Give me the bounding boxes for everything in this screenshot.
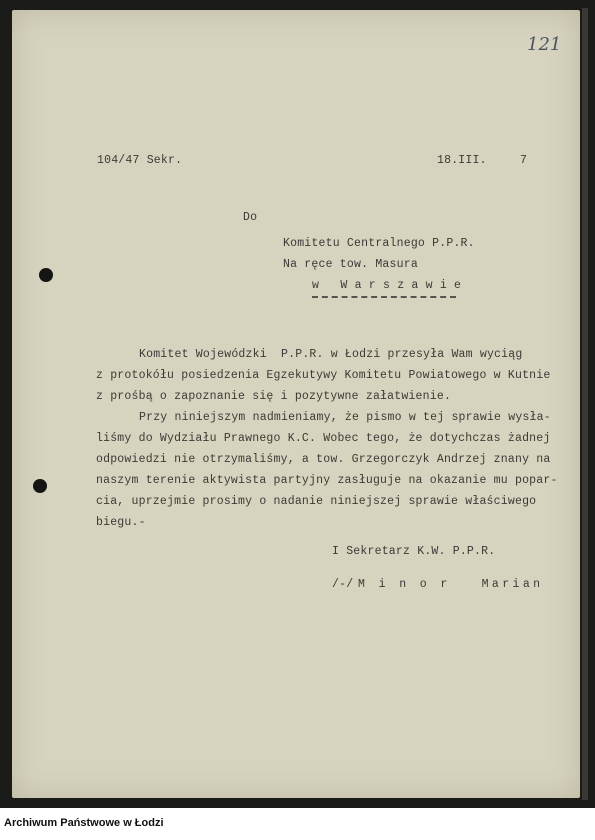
archive-number: 121 [527,34,562,55]
city-underline [312,296,456,300]
reference-number: 104/47 Sekr. [97,154,183,167]
recipient-city: w W a r s z a w i e [312,279,462,292]
footer-archive-name: Archiwum Państwowe w Łodzi [4,817,164,829]
date-day-month: 18.III. [437,154,487,167]
recipient-line-2: Na ręce tow. Masura [283,258,418,271]
page-edge [582,8,588,800]
body-line: z prośbą o zapoznanie się i pozytywne załatwienie. [96,390,452,403]
body-line: cia, uprzejmie prosimy o nadanie niniejszej sprawie właściwego [96,495,537,508]
body-line: Przy niniejszym nadmieniamy, że pismo w tej sprawie wysła- [139,411,551,424]
recipient-line-1: Komitetu Centralnego P.P.R. [283,237,475,250]
recipient-to: Do [243,211,258,224]
document-page [12,10,580,798]
body-line: biegu.- [96,516,146,529]
footer-bar [0,808,595,840]
punch-hole-bottom [33,479,47,493]
punch-hole-top [39,268,53,282]
body-line: z protokółu posiedzenia Egzekutywy Komitetu Powiatowego w Kutnie [96,369,551,382]
signature-prefix: /-/ [332,578,354,591]
signature-title: I Sekretarz K.W. P.P.R. [332,545,496,558]
body-line: odpowiedzi nie otrzymaliśmy, a tow. Grzegorczyk Andrzej znany na [96,453,551,466]
body-line: Komitet Wojewódzki P.P.R. w Łodzi przesyła Wam wyciąg [139,348,523,361]
date-year: 7 [520,154,528,167]
body-line: liśmy do Wydziału Prawnego K.C. Wobec tego, że dotychczas żadnej [96,432,551,445]
signature-name: M i n o r Marian [358,578,544,591]
body-line: naszym terenie aktywista partyjny zasługuje na okazanie mu popar- [96,474,558,487]
